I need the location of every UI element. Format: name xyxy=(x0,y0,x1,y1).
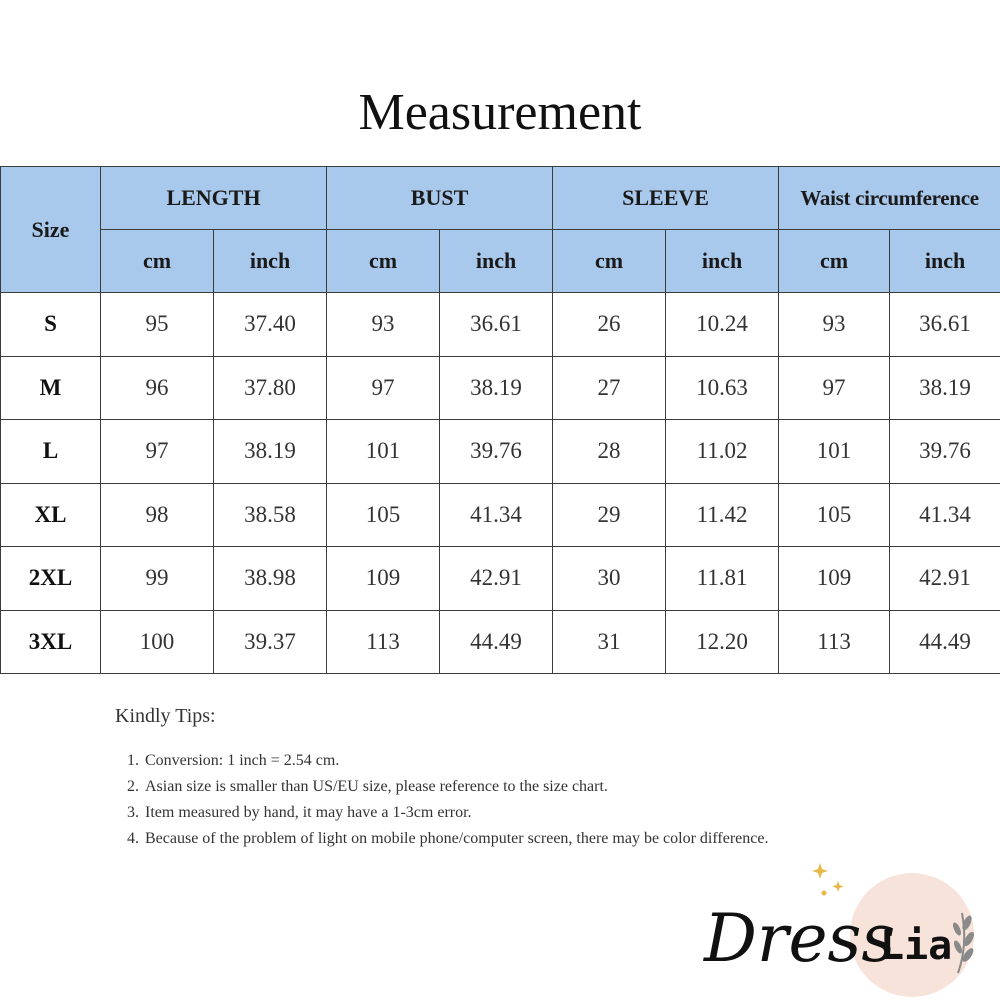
measurement-cell: 109 xyxy=(779,547,890,611)
unit-header: cm xyxy=(101,230,214,293)
kindly-tips xyxy=(115,705,795,852)
measurement-cell: 36.61 xyxy=(890,293,1000,357)
measurement-cell: 36.61 xyxy=(440,293,553,357)
measurement-cell: 44.49 xyxy=(440,610,553,674)
size-chart-table xyxy=(0,166,1000,674)
measurement-cell: 29 xyxy=(553,483,666,547)
measurement-cell: 101 xyxy=(327,420,440,484)
measurement-cell: 97 xyxy=(101,420,214,484)
measurement-cell: 41.34 xyxy=(440,483,553,547)
measurement-cell: 37.80 xyxy=(214,356,327,420)
measurement-cell: 105 xyxy=(327,483,440,547)
unit-header: inch xyxy=(214,230,327,293)
logo-bold-text: Lia xyxy=(880,923,952,969)
unit-header: cm xyxy=(327,230,440,293)
measurement-cell: 38.58 xyxy=(214,483,327,547)
measurement-cell: 93 xyxy=(327,293,440,357)
measurement-cell: 38.98 xyxy=(214,547,327,611)
measurement-cell: 10.63 xyxy=(666,356,779,420)
tip-item: 3. Item measured by hand, it may have a 1-3cm error. xyxy=(143,800,795,826)
tips-list xyxy=(115,748,795,852)
sparkle-icon xyxy=(812,863,844,896)
measurement-cell: 11.42 xyxy=(666,483,779,547)
logo-graphic xyxy=(700,855,1000,1000)
size-cell: XL xyxy=(1,483,101,547)
unit-header: cm xyxy=(553,230,666,293)
measurement-cell: 39.76 xyxy=(890,420,1000,484)
tips-heading: Kindly Tips: xyxy=(115,705,795,728)
table-row xyxy=(1,356,1000,420)
table-row xyxy=(1,610,1000,674)
table-row xyxy=(1,293,1000,357)
measurement-cell: 113 xyxy=(327,610,440,674)
measurement-cell: 100 xyxy=(101,610,214,674)
measurement-cell: 10.24 xyxy=(666,293,779,357)
measurement-cell: 38.19 xyxy=(214,420,327,484)
tip-item: 4. Because of the problem of light on mobile phone/computer screen, there may be color difference. xyxy=(143,826,795,852)
sleeve-group-header: SLEEVE xyxy=(553,167,779,230)
size-cell: 2XL xyxy=(1,547,101,611)
measurement-cell: 42.91 xyxy=(890,547,1000,611)
tip-item: 1. Conversion: 1 inch = 2.54 cm. xyxy=(143,748,795,774)
unit-header: cm xyxy=(779,230,890,293)
size-column-header: Size xyxy=(1,167,101,293)
measurement-cell: 38.19 xyxy=(440,356,553,420)
measurement-cell: 12.20 xyxy=(666,610,779,674)
size-cell: M xyxy=(1,356,101,420)
waist-group-header: Waist circumference xyxy=(779,167,1000,230)
measurement-cell: 38.19 xyxy=(890,356,1000,420)
measurement-cell: 101 xyxy=(779,420,890,484)
size-cell: 3XL xyxy=(1,610,101,674)
logo-script-text: Dress xyxy=(703,900,895,977)
measurement-cell: 11.81 xyxy=(666,547,779,611)
measurement-cell: 113 xyxy=(779,610,890,674)
table-row xyxy=(1,483,1000,547)
measurement-cell: 97 xyxy=(779,356,890,420)
measurement-cell: 42.91 xyxy=(440,547,553,611)
tip-item: 2. Asian size is smaller than US/EU size, please reference to the size chart. xyxy=(143,774,795,800)
page-title: Measurement xyxy=(0,78,1000,148)
table-row xyxy=(1,420,1000,484)
measurement-cell: 30 xyxy=(553,547,666,611)
measurement-cell: 99 xyxy=(101,547,214,611)
size-cell: L xyxy=(1,420,101,484)
measurement-cell: 37.40 xyxy=(214,293,327,357)
measurement-cell: 109 xyxy=(327,547,440,611)
measurement-cell: 41.34 xyxy=(890,483,1000,547)
length-group-header: LENGTH xyxy=(101,167,327,230)
unit-header: inch xyxy=(440,230,553,293)
measurement-cell: 28 xyxy=(553,420,666,484)
bust-group-header: BUST xyxy=(327,167,553,230)
measurement-cell: 95 xyxy=(101,293,214,357)
measurement-cell: 96 xyxy=(101,356,214,420)
measurement-cell: 98 xyxy=(101,483,214,547)
unit-header: inch xyxy=(666,230,779,293)
dresslia-logo xyxy=(700,855,1000,1000)
measurement-cell: 26 xyxy=(553,293,666,357)
table-body xyxy=(1,293,1000,674)
unit-header: inch xyxy=(890,230,1000,293)
measurement-cell: 97 xyxy=(327,356,440,420)
measurement-cell: 27 xyxy=(553,356,666,420)
measurement-cell: 44.49 xyxy=(890,610,1000,674)
size-cell: S xyxy=(1,293,101,357)
measurement-cell: 105 xyxy=(779,483,890,547)
table-row xyxy=(1,547,1000,611)
measurement-cell: 11.02 xyxy=(666,420,779,484)
measurement-cell: 93 xyxy=(779,293,890,357)
measurement-cell: 39.37 xyxy=(214,610,327,674)
measurement-cell: 39.76 xyxy=(440,420,553,484)
measurement-cell: 31 xyxy=(553,610,666,674)
